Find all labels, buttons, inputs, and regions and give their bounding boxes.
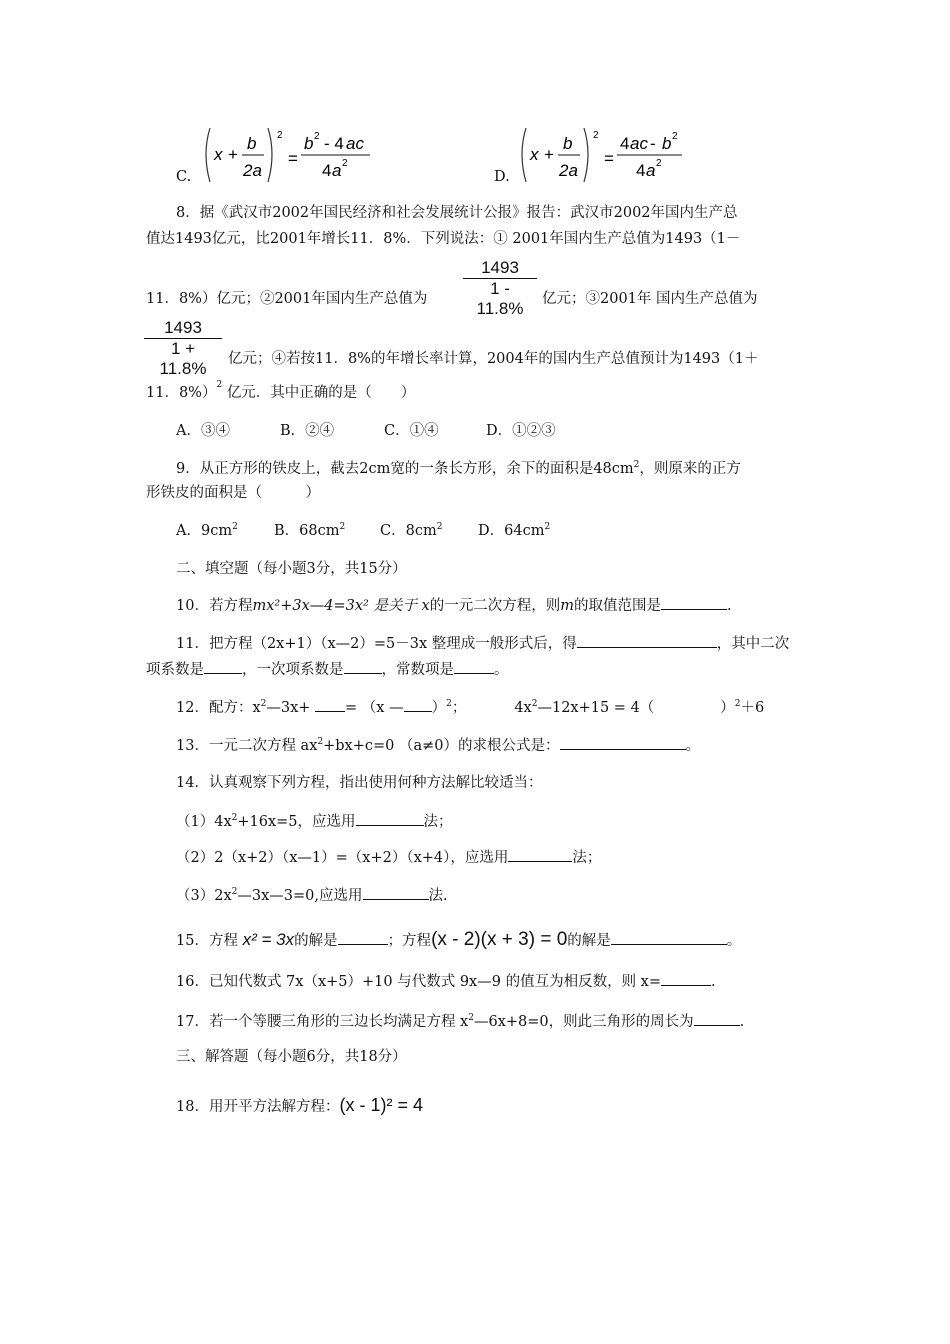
svg-text:=: =: [288, 149, 298, 168]
svg-text:b: b: [304, 134, 314, 153]
q8-fraction-1-denominator: 1 - 11.8%: [476, 279, 524, 318]
q12-text-i: ＋6: [740, 700, 765, 716]
q10-text-d: .: [726, 598, 732, 614]
svg-text:2: 2: [656, 158, 662, 169]
q14-p3-text-a: （3）2x: [176, 888, 232, 904]
svg-text:x: x: [214, 145, 223, 164]
q9-choice-a[interactable]: [176, 522, 274, 541]
svg-text:a: a: [332, 161, 342, 180]
q9-line-1: [176, 460, 741, 479]
q14-part-3: [176, 886, 448, 906]
q10: [176, 596, 732, 616]
q9-choice-d-sup: 2: [544, 522, 551, 533]
q8-fraction-2-numerator: 1493: [164, 318, 202, 337]
svg-text:2: 2: [342, 158, 348, 169]
q18: [176, 1094, 423, 1117]
q14-p3-blank[interactable]: [363, 886, 429, 900]
svg-text:2: 2: [314, 131, 320, 142]
q9-line-2: 形铁皮的面积是（ ）: [146, 485, 320, 501]
q9-choice-d-text: D．64cm: [478, 523, 545, 539]
q15-equation-1: x² = 3x: [242, 930, 295, 949]
q13-sup: 2: [317, 737, 324, 748]
q8-choice-a[interactable]: A．③④: [176, 423, 230, 439]
q10-text-c: 的取值范围是: [573, 598, 661, 614]
q17-text-b: —6x+8=0，则此三角形的周长为: [473, 1014, 694, 1030]
svg-text:- 4: - 4: [324, 134, 344, 153]
q11-linear-coef-blank[interactable]: [344, 660, 382, 674]
q10-equation: mx²+3x—4=3x² 是关于 x: [252, 598, 430, 614]
svg-text:2: 2: [672, 131, 678, 142]
svg-text:+: +: [544, 145, 554, 164]
svg-text:ac: ac: [630, 134, 648, 153]
q12-text-a: 12．配方：x: [176, 700, 261, 716]
q8-fraction-1-numerator: 1493: [481, 258, 519, 277]
q9-choice-c-text: C．8cm: [380, 523, 437, 539]
q14-part-2: [176, 848, 601, 868]
q17-sup: 2: [468, 1013, 474, 1024]
q14-p1-text-a: （1）4x: [176, 814, 232, 830]
q17-blank[interactable]: [694, 1012, 740, 1026]
q8-fraction-1: [463, 258, 537, 319]
svg-text:2a: 2a: [243, 161, 262, 180]
formula-d: [516, 124, 716, 188]
q9-choice-c[interactable]: [380, 522, 478, 541]
svg-text:2: 2: [277, 130, 283, 141]
q14-p2-text-a: （2）2（x+2）（x—1）=（x+2）（x+4），应选用: [176, 850, 509, 866]
q12-text-f: 4x: [514, 700, 532, 716]
svg-text:b: b: [563, 134, 573, 153]
q17-text-a: 17．若一个等腰三角形的三边长均满足方程 x: [176, 1014, 469, 1030]
q18-equation: (x - 1)² = 4: [339, 1095, 423, 1115]
q12-sup-2: 2: [446, 699, 452, 710]
section-2-heading: 二、填空题（每小题3分，共15分）: [176, 561, 407, 577]
svg-text:b: b: [662, 134, 672, 153]
q12-text-c: = （x —: [345, 700, 404, 716]
q17-text-c: .: [739, 1014, 745, 1030]
q8-line-1: 8．据《武汉市2002年国民经济和社会发展统计公报》报告：武汉市2002年国内生产总: [176, 205, 738, 221]
q9-choice-b[interactable]: [274, 522, 380, 541]
q8-choice-b[interactable]: B．②④: [280, 423, 335, 439]
q11-text-d: ，一次项系数是: [242, 662, 344, 678]
q16-text-b: .: [711, 974, 716, 990]
svg-text:2a: 2a: [559, 161, 578, 180]
svg-text:2: 2: [593, 130, 599, 141]
q9-choices: [176, 522, 550, 541]
q8-choices: [176, 422, 556, 441]
q8-line-5-sup: 2: [216, 380, 223, 391]
q9-choice-d[interactable]: [478, 522, 550, 541]
q12-text-h: ）: [720, 700, 735, 716]
q14-p2-text-b: 法；: [572, 850, 602, 866]
q14-p1-sup: 2: [231, 813, 238, 824]
svg-text:=: =: [604, 149, 614, 168]
q15-equation-2: (x - 2)(x + 3) = 0: [431, 929, 568, 950]
q15-blank-1[interactable]: [338, 931, 388, 945]
q9-choice-b-sup: 2: [339, 522, 346, 533]
q9-sup: 2: [633, 460, 640, 471]
q14-p3-text-b: —3x—3=0,应选用: [237, 888, 363, 904]
q10-text-a: 10．若方程: [176, 598, 253, 614]
section-3-heading: 三、解答题（每小题6分，共18分）: [176, 1049, 407, 1065]
q15-text-c: ；方程: [387, 933, 432, 949]
q14-p3-sup: 2: [231, 887, 238, 898]
q11-general-form-blank[interactable]: [577, 634, 717, 648]
q9-choice-a-sup: 2: [232, 522, 238, 533]
q16-blank[interactable]: [661, 972, 711, 986]
q11-text-c: 项系数是: [146, 662, 204, 678]
option-c-label: C.: [176, 169, 192, 185]
q11-line-2: [146, 660, 509, 680]
q13-text-c: 。: [685, 738, 701, 754]
q12-text-b: —3x+: [266, 700, 316, 716]
q15-text-a: 15．方程: [176, 933, 238, 949]
q12-text-e: ；: [451, 700, 467, 716]
svg-text:b: b: [247, 134, 257, 153]
q10-answer-blank[interactable]: [661, 596, 727, 610]
q8-line-3b: 亿元；③2001年 国内生产总值为: [542, 291, 758, 307]
q16-text-a: 16．已知代数式 7x（x+5）+10 与代数式 9x—9 的值互为相反数，则 x=: [176, 974, 662, 990]
q12-sup-1: 2: [260, 699, 267, 710]
q9-line-1-text-b: ，则原来的正方: [639, 461, 741, 477]
q8-fraction-2-denominator: 1 + 11.8%: [159, 339, 207, 378]
q14-p3-text-c: 法.: [428, 888, 448, 904]
formula-c: [200, 124, 400, 188]
q8-line-4: 亿元；④若按11．8%的年增长率计算，2004年的国内生产总值预计为1493（1＋: [228, 351, 759, 367]
q12-text-d: ）: [431, 700, 447, 716]
q8-choice-d[interactable]: D．①②③: [486, 423, 556, 439]
q8-fraction-2: [144, 318, 222, 379]
q11-text-f: 。: [494, 662, 509, 678]
q12-sup-3: 2: [531, 699, 538, 710]
q14-p2-blank[interactable]: [508, 848, 572, 862]
q8-line-5: [146, 380, 416, 403]
q14-p1-text-b: +16x=5，应选用: [237, 814, 356, 830]
q11-line-1: [176, 634, 789, 654]
q18-text-a: 18．用开平方法解方程：: [176, 1099, 340, 1115]
q15-blank-2[interactable]: [611, 931, 727, 945]
q8-line-2: 值达1493亿元，比2001年增长11．8%．下列说法：① 2001年国内生产总值为1493（1－: [146, 231, 741, 247]
svg-text:-: -: [650, 134, 656, 153]
q9-choice-b-text: B．68cm: [274, 523, 340, 539]
q12: [176, 698, 764, 718]
q11-quadratic-coef-blank[interactable]: [204, 660, 242, 674]
q12-text-g: —12x+15 = 4（: [537, 700, 655, 716]
q15-text-d: 的解是: [567, 933, 611, 949]
q17: [176, 1012, 744, 1032]
q9-choice-a-text: A．9cm: [176, 523, 233, 539]
svg-text:4: 4: [636, 161, 646, 180]
option-d-label: D.: [494, 169, 510, 185]
q9-choice-c-sup: 2: [436, 522, 443, 533]
q10-text-b: 的一元二次方程，则: [429, 598, 561, 614]
svg-text:4: 4: [620, 134, 630, 153]
q8-line-5-text-b: 亿元．其中正确的是（ ）: [226, 385, 416, 401]
q15-text-e: 。: [726, 933, 742, 949]
q12-sup-4: 2: [734, 699, 741, 710]
q10-m: m: [560, 598, 574, 614]
q14-intro: 14．认真观察下列方程，指出使用何种方法解比较适当：: [176, 775, 543, 791]
q8-line-5-text: 11．8%）: [146, 385, 217, 401]
svg-text:ac: ac: [346, 134, 364, 153]
svg-text:+: +: [228, 145, 238, 164]
q9-line-1-text: 9．从正方形的铁皮上，截去2cm宽的一条长方形，余下的面积是48cm: [176, 461, 634, 477]
q11-text-b: ，其中二次: [716, 636, 790, 652]
q15: [176, 928, 741, 953]
q13-text-a: 13．一元二次方程 ax: [176, 738, 318, 754]
svg-text:a: a: [646, 161, 656, 180]
q13-text-b: +bx+c=0 （a≠0）的求根公式是：: [323, 738, 560, 754]
q14-part-1: [176, 812, 453, 832]
q14-p1-text-c: 法；: [423, 814, 453, 830]
svg-text:4: 4: [322, 161, 332, 180]
q12-blank-1[interactable]: [315, 698, 345, 712]
q12-blank-2[interactable]: [404, 698, 432, 712]
q8-line-3a: 11．8%）亿元；②2001年国内生产总值为: [146, 291, 428, 307]
q15-text-b: 的解是: [294, 933, 338, 949]
q13-formula-blank[interactable]: [560, 736, 686, 750]
svg-text:x: x: [530, 145, 539, 164]
q8-choice-c[interactable]: C．①④: [384, 423, 439, 439]
q16: [176, 972, 716, 992]
q13: [176, 736, 700, 756]
q11-text-a: 11．把方程（2x+1）（x—2）=5－3x 整理成一般形式后，得: [176, 636, 577, 652]
q11-constant-blank[interactable]: [454, 660, 494, 674]
q11-text-e: ，常数项是: [381, 662, 454, 678]
q14-p1-blank[interactable]: [356, 812, 424, 826]
